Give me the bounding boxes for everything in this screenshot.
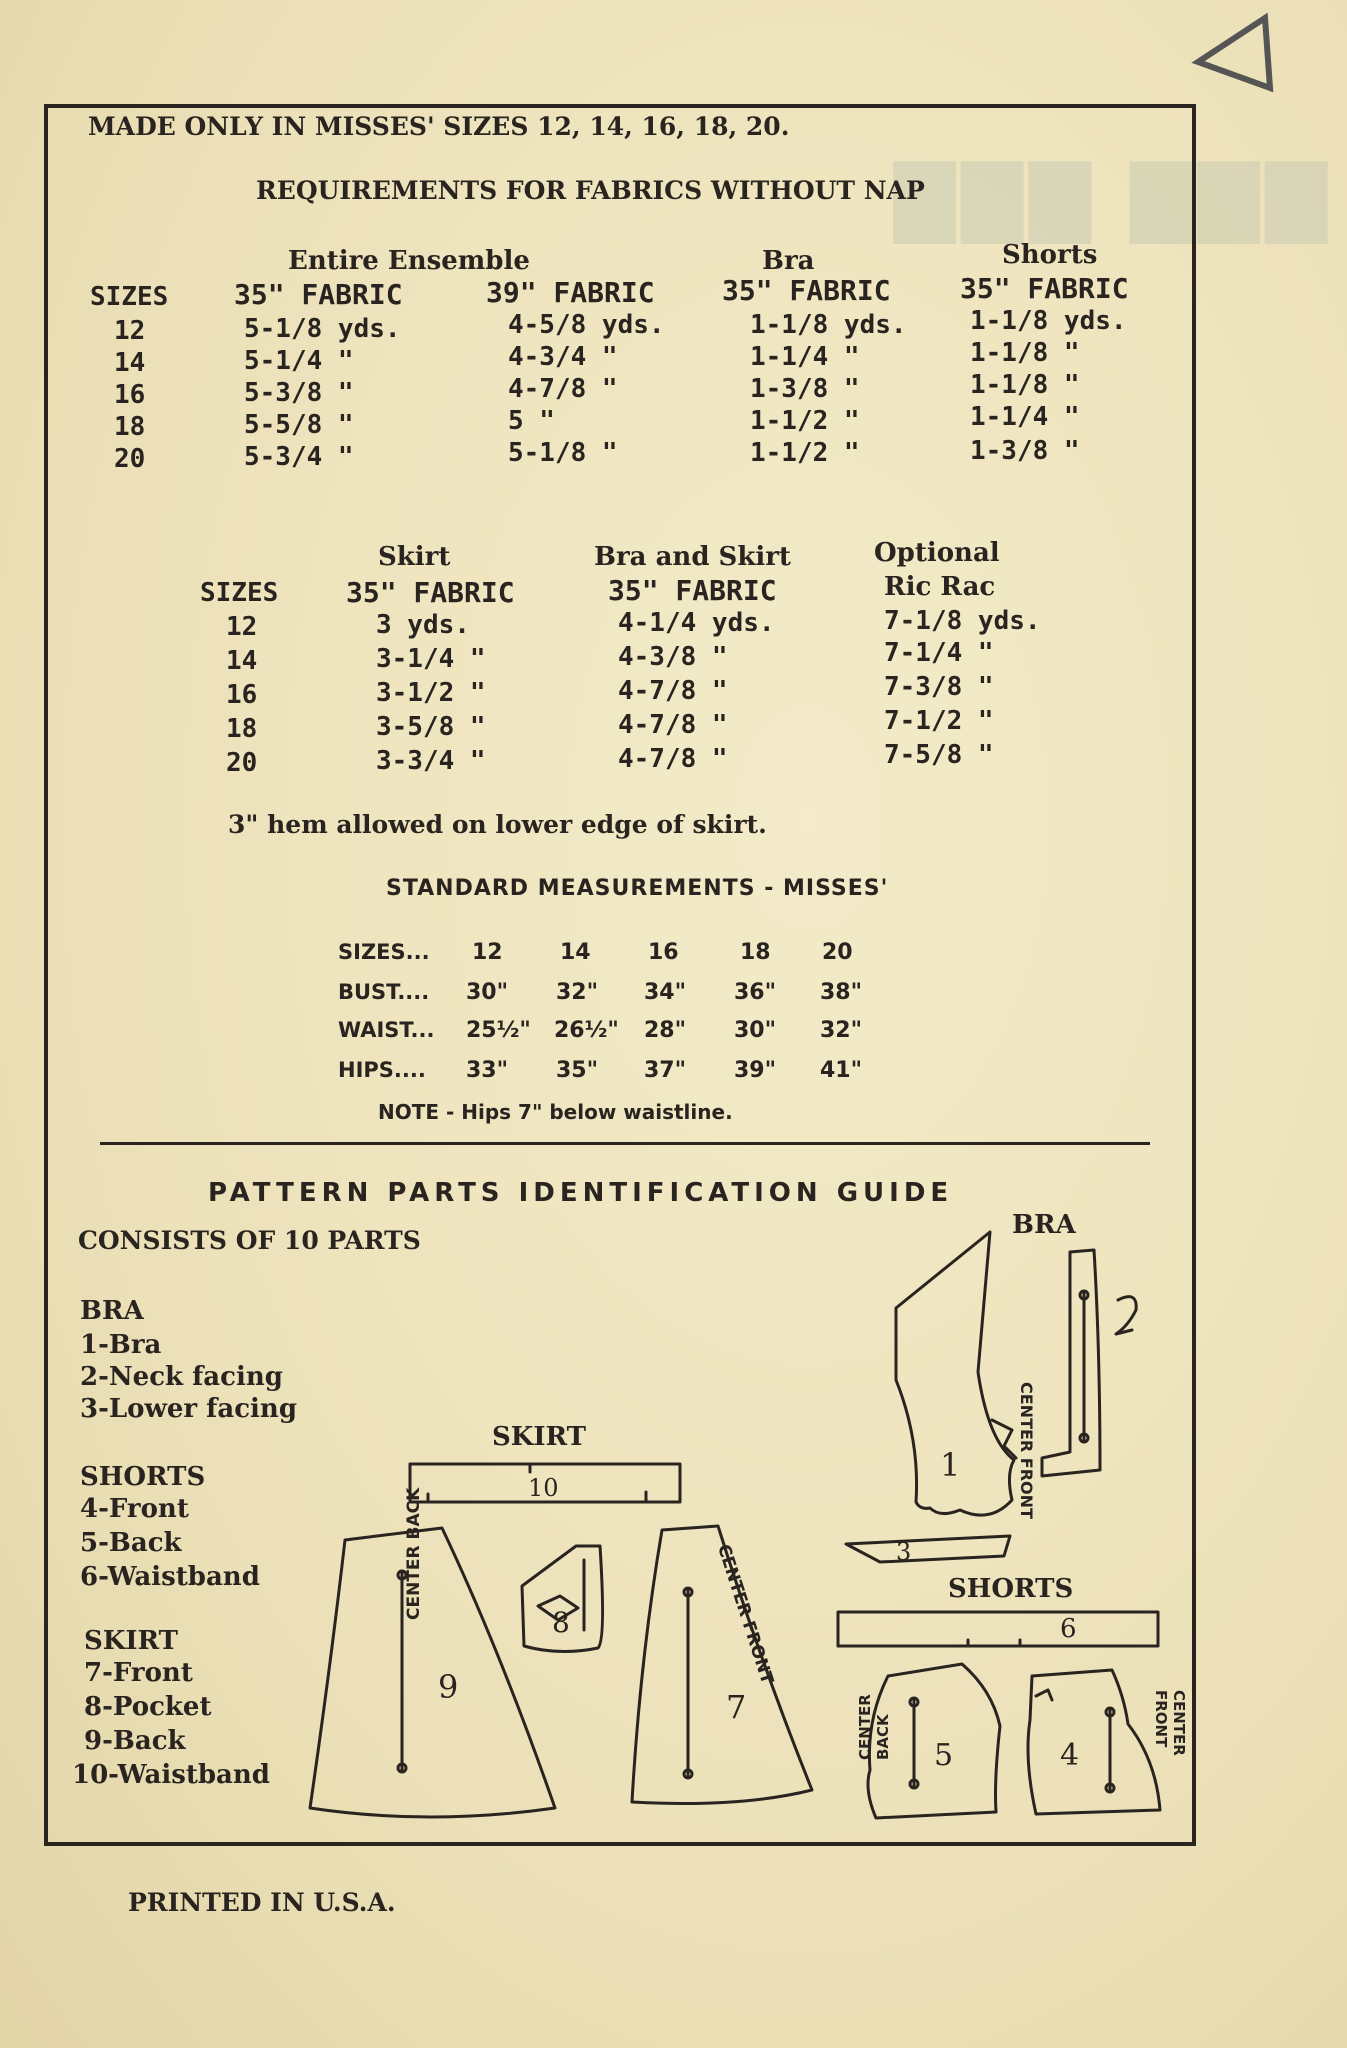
piece-2-neck-facing <box>1042 1250 1136 1476</box>
hips-note: NOTE - Hips 7" below waistline. <box>378 1100 733 1124</box>
section-heading: SHORTS <box>80 1462 206 1492</box>
table-cell: 12 <box>226 612 258 642</box>
table-cell: 1-1/8 " <box>970 338 1080 368</box>
center-front-label: CENTER FRONT <box>712 1542 777 1687</box>
piece-number: 1 <box>940 1446 961 1484</box>
measure-value: 37" <box>644 1058 687 1083</box>
table-cell: 20 <box>226 748 258 778</box>
table-cell: 16 <box>114 380 146 410</box>
table-cell: 5-1/8 " <box>508 438 618 468</box>
sizes-note: MADE ONLY IN MISSES' SIZES 12, 14, 16, 18, 20. <box>88 112 790 141</box>
table-cell: 16 <box>226 680 258 710</box>
table-cell: 4-7/8 " <box>618 710 728 740</box>
measure-value: 26½" <box>554 1018 619 1043</box>
section-heading: SKIRT <box>84 1626 179 1656</box>
list-item: 2-Neck facing <box>80 1362 283 1392</box>
group-header: Skirt <box>378 542 451 572</box>
list-item: 10-Waistband <box>72 1760 270 1790</box>
piece-number: 8 <box>552 1606 570 1639</box>
table-cell: 5-3/4 " <box>244 442 354 472</box>
piece-number: 7 <box>726 1688 747 1726</box>
measure-value: 41" <box>820 1058 863 1083</box>
table-cell: 7-1/2 " <box>884 706 994 736</box>
requirements-title: REQUIREMENTS FOR FABRICS WITHOUT NAP <box>256 176 925 205</box>
piece-number: 6 <box>1060 1614 1077 1644</box>
measure-value: 30" <box>734 1018 777 1043</box>
group-header: Entire Ensemble <box>288 246 530 276</box>
table-cell: 18 <box>226 714 258 744</box>
table-cell: 14 <box>114 348 146 378</box>
measure-value: 38" <box>820 980 863 1005</box>
table-cell: 20 <box>114 444 146 474</box>
table-cell: 5-3/8 " <box>244 378 354 408</box>
table-cell: 1-3/8 " <box>750 374 860 404</box>
parts-count: CONSISTS OF 10 PARTS <box>78 1226 421 1255</box>
label-line: BACK <box>874 1714 892 1760</box>
measure-value: 18 <box>740 940 771 965</box>
group-header: Bra and Skirt <box>594 542 791 572</box>
list-item: 3-Lower facing <box>80 1394 298 1424</box>
table-cell: 4-7/8 " <box>618 676 728 706</box>
guide-title: PATTERN PARTS IDENTIFICATION GUIDE <box>208 1178 954 1208</box>
col-header: 35" FABRIC <box>960 272 1129 305</box>
table-cell: 1-1/4 " <box>970 402 1080 432</box>
table-cell: 18 <box>114 412 146 442</box>
table-cell: 3-3/4 " <box>376 746 486 776</box>
col-header: 35" FABRIC <box>234 278 403 311</box>
group-header: Bra <box>762 246 815 276</box>
table-cell: 3-5/8 " <box>376 712 486 742</box>
measure-label: BUST.... <box>338 980 430 1004</box>
group-header: Optional <box>874 538 1000 568</box>
measure-value: 33" <box>466 1058 509 1083</box>
bra-label: BRA <box>1012 1210 1076 1240</box>
table-cell: 3-1/2 " <box>376 678 486 708</box>
label-line: FRONT <box>1152 1690 1170 1748</box>
bra-center-front-label: CENTER FRONT <box>1017 1382 1036 1519</box>
table-cell: 7-5/8 " <box>884 740 994 770</box>
col-header: 35" FABRIC <box>608 574 777 607</box>
label-line: CENTER <box>856 1694 874 1760</box>
table-cell: 5 " <box>508 406 555 436</box>
measure-label: SIZES... <box>338 940 430 964</box>
table-cell: 4-1/4 yds. <box>618 608 775 638</box>
center-back-label: CENTER BACK <box>404 1487 424 1620</box>
piece-number: 4 <box>1060 1738 1080 1773</box>
table-cell: 4-7/8 " <box>508 374 618 404</box>
list-item: 9-Back <box>84 1726 186 1756</box>
standard-measurements-title: STANDARD MEASUREMENTS - MISSES' <box>386 876 889 901</box>
list-item: 7-Front <box>84 1658 193 1688</box>
show-through-print: ▇▇▇ ▇▇▇ <box>888 150 1327 243</box>
table-cell: 3 yds. <box>376 610 470 640</box>
piece-4-shorts-front <box>1028 1670 1160 1814</box>
table-cell: 7-3/8 " <box>884 672 994 702</box>
table-cell: 4-5/8 yds. <box>508 310 665 340</box>
measure-value: 14 <box>560 940 591 965</box>
col-header: 35" FABRIC <box>722 274 891 307</box>
list-item: 6-Waistband <box>80 1562 260 1592</box>
table-cell: 5-1/4 " <box>244 346 354 376</box>
table-cell: 1-1/8 yds. <box>750 310 907 340</box>
skirt-label: SKIRT <box>492 1422 587 1452</box>
table-cell: 1-1/2 " <box>750 438 860 468</box>
table-cell: 12 <box>114 316 146 346</box>
measure-label: WAIST... <box>338 1018 435 1042</box>
hem-note: 3" hem allowed on lower edge of skirt. <box>228 810 767 839</box>
table-cell: 1-1/8 yds. <box>970 306 1127 336</box>
measure-value: 12 <box>472 940 503 965</box>
measure-value: 39" <box>734 1058 777 1083</box>
table-cell: 14 <box>226 646 258 676</box>
piece-number: 10 <box>528 1474 559 1502</box>
measure-label: HIPS.... <box>338 1058 426 1082</box>
measure-value: 34" <box>644 980 687 1005</box>
measure-value: 16 <box>648 940 679 965</box>
col-header: SIZES <box>90 282 169 312</box>
measure-value: 25½" <box>466 1018 531 1043</box>
shorts-center-front-label <box>1152 1690 1188 1756</box>
col-header: 39" FABRIC <box>486 276 655 309</box>
table-cell: 7-1/4 " <box>884 638 994 668</box>
list-item: 1-Bra <box>80 1330 162 1360</box>
col-header: SIZES <box>200 578 279 608</box>
measure-value: 36" <box>734 980 777 1005</box>
piece-9-skirt-back <box>310 1528 555 1817</box>
col-header: Ric Rac <box>884 572 996 602</box>
measure-value: 20 <box>822 940 853 965</box>
piece-number: 5 <box>934 1738 954 1773</box>
piece-6-shorts-waistband <box>838 1612 1158 1646</box>
col-header: 35" FABRIC <box>346 576 515 609</box>
measure-value: 30" <box>466 980 509 1005</box>
table-cell: 5-1/8 yds. <box>244 314 401 344</box>
label-line: CENTER <box>1170 1690 1188 1756</box>
table-cell: 1-1/2 " <box>750 406 860 436</box>
section-heading: BRA <box>80 1296 144 1326</box>
shorts-label: SHORTS <box>948 1574 1074 1604</box>
piece-3-lower-facing <box>846 1536 1010 1562</box>
table-cell: 1-1/8 " <box>970 370 1080 400</box>
table-cell: 4-3/4 " <box>508 342 618 372</box>
table-cell: 4-3/8 " <box>618 642 728 672</box>
measure-value: 32" <box>556 980 599 1005</box>
table-cell: 1-3/8 " <box>970 436 1080 466</box>
piece-number: 9 <box>438 1668 459 1706</box>
group-header: Shorts <box>1002 240 1098 270</box>
measure-value: 28" <box>644 1018 687 1043</box>
table-cell: 5-5/8 " <box>244 410 354 440</box>
table-cell: 1-1/4 " <box>750 342 860 372</box>
table-cell: 4-7/8 " <box>618 744 728 774</box>
printed-in: PRINTED IN U.S.A. <box>128 1888 396 1917</box>
measure-value: 32" <box>820 1018 863 1043</box>
piece-number: 3 <box>896 1538 912 1566</box>
shorts-center-back-label <box>856 1694 892 1760</box>
measure-value: 35" <box>556 1058 599 1083</box>
table-cell: 7-1/8 yds. <box>884 606 1041 636</box>
list-item: 8-Pocket <box>84 1692 212 1722</box>
list-item: 4-Front <box>80 1494 189 1524</box>
table-cell: 3-1/4 " <box>376 644 486 674</box>
list-item: 5-Back <box>80 1528 182 1558</box>
